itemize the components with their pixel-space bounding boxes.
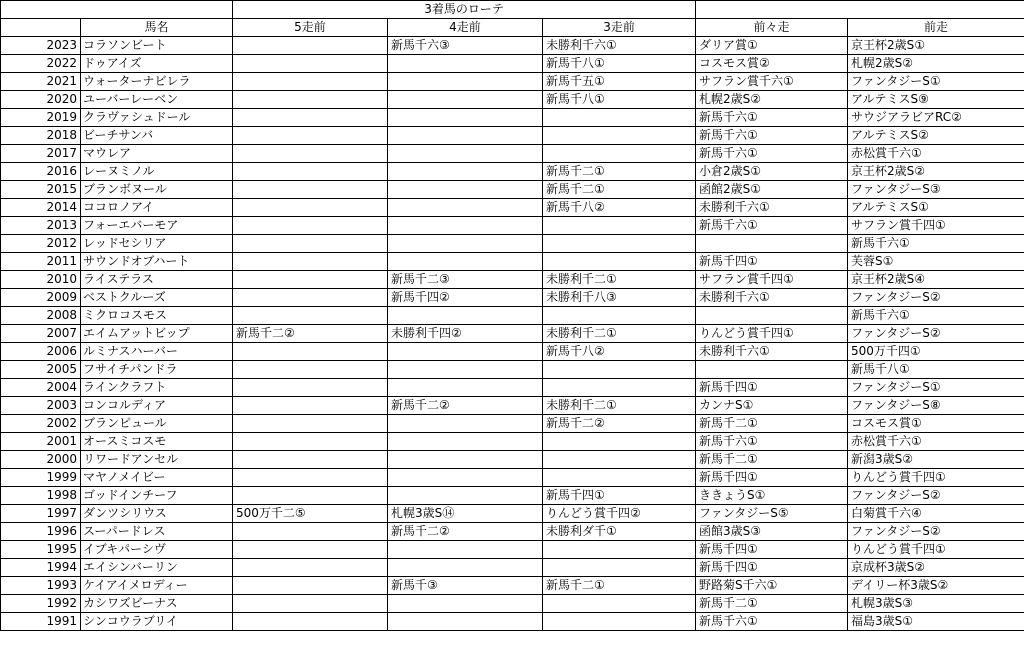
race-3-before-cell[interactable] bbox=[543, 217, 696, 235]
race-5-before-cell[interactable] bbox=[233, 127, 388, 145]
race-last-cell[interactable]: ファンタジーS② bbox=[848, 325, 1024, 343]
column-header[interactable]: 4走前 bbox=[388, 19, 543, 37]
race-4-before-cell[interactable] bbox=[388, 433, 543, 451]
race-2-before-cell[interactable]: サフラン賞千四① bbox=[696, 271, 848, 289]
race-last-cell[interactable]: 赤松賞千六① bbox=[848, 433, 1024, 451]
race-last-cell[interactable]: 芙蓉S① bbox=[848, 253, 1024, 271]
race-5-before-cell[interactable] bbox=[233, 487, 388, 505]
year-cell[interactable]: 2020 bbox=[1, 91, 81, 109]
race-2-before-cell[interactable]: 野路菊S千六① bbox=[696, 577, 848, 595]
race-3-before-cell[interactable] bbox=[543, 613, 696, 631]
race-4-before-cell[interactable] bbox=[388, 469, 543, 487]
race-3-before-cell[interactable]: 新馬千二① bbox=[543, 163, 696, 181]
race-5-before-cell[interactable] bbox=[233, 415, 388, 433]
race-3-before-cell[interactable]: 新馬千二② bbox=[543, 415, 696, 433]
year-cell[interactable]: 2002 bbox=[1, 415, 81, 433]
race-3-before-cell[interactable]: 未勝利ダ千① bbox=[543, 523, 696, 541]
race-3-before-cell[interactable] bbox=[543, 433, 696, 451]
race-3-before-cell[interactable]: りんどう賞千四② bbox=[543, 505, 696, 523]
horse-name-cell[interactable]: コラソンビート bbox=[81, 37, 233, 55]
table-row bbox=[1, 163, 1024, 181]
table-row bbox=[1, 559, 1024, 577]
table-row bbox=[1, 145, 1024, 163]
horse-name-cell[interactable]: ラインクラフト bbox=[81, 379, 233, 397]
race-3-before-cell[interactable] bbox=[543, 109, 696, 127]
horse-name-cell[interactable]: サウンドオブハート bbox=[81, 253, 233, 271]
horse-name-cell[interactable]: レーヌミノル bbox=[81, 163, 233, 181]
race-4-before-cell[interactable] bbox=[388, 199, 543, 217]
race-5-before-cell[interactable] bbox=[233, 577, 388, 595]
race-last-cell[interactable]: 京王杯2歳S② bbox=[848, 163, 1024, 181]
race-4-before-cell[interactable] bbox=[388, 55, 543, 73]
horse-name-cell[interactable]: カシワズビーナス bbox=[81, 595, 233, 613]
race-last-cell[interactable]: 新潟3歳S② bbox=[848, 451, 1024, 469]
horse-name-cell[interactable]: レッドセシリア bbox=[81, 235, 233, 253]
race-2-before-cell[interactable]: 新馬千二① bbox=[696, 451, 848, 469]
race-3-before-cell[interactable] bbox=[543, 235, 696, 253]
table-row bbox=[1, 181, 1024, 199]
race-2-before-cell[interactable]: 新馬千六① bbox=[696, 217, 848, 235]
race-5-before-cell[interactable] bbox=[233, 613, 388, 631]
race-2-before-cell[interactable]: ファンタジーS⑤ bbox=[696, 505, 848, 523]
table-row bbox=[1, 523, 1024, 541]
race-5-before-cell[interactable] bbox=[233, 433, 388, 451]
race-last-cell[interactable]: サウジアラビアRC② bbox=[848, 109, 1024, 127]
year-cell[interactable]: 1991 bbox=[1, 613, 81, 631]
horse-name-cell[interactable]: ドゥアイズ bbox=[81, 55, 233, 73]
race-5-before-cell[interactable] bbox=[233, 451, 388, 469]
horse-name-cell[interactable]: フォーエバーモア bbox=[81, 217, 233, 235]
year-cell[interactable]: 1992 bbox=[1, 595, 81, 613]
race-last-cell[interactable]: 500万千四① bbox=[848, 343, 1024, 361]
race-3-before-cell[interactable] bbox=[543, 307, 696, 325]
table-row bbox=[1, 361, 1024, 379]
race-2-before-cell[interactable]: 函館2歳S① bbox=[696, 181, 848, 199]
race-2-before-cell[interactable]: 未勝利千六① bbox=[696, 199, 848, 217]
race-5-before-cell[interactable] bbox=[233, 343, 388, 361]
title-row bbox=[1, 1, 1024, 19]
race-5-before-cell[interactable] bbox=[233, 361, 388, 379]
race-4-before-cell[interactable] bbox=[388, 541, 543, 559]
race-4-before-cell[interactable]: 未勝利千四② bbox=[388, 325, 543, 343]
table-row bbox=[1, 379, 1024, 397]
race-4-before-cell[interactable]: 新馬千六③ bbox=[388, 37, 543, 55]
race-5-before-cell[interactable] bbox=[233, 469, 388, 487]
race-4-before-cell[interactable] bbox=[388, 487, 543, 505]
blank-cell[interactable] bbox=[696, 1, 1024, 19]
horse-name-cell[interactable]: ビーチサンバ bbox=[81, 127, 233, 145]
race-2-before-cell[interactable]: 未勝利千六① bbox=[696, 343, 848, 361]
race-5-before-cell[interactable] bbox=[233, 523, 388, 541]
race-3-before-cell[interactable] bbox=[543, 145, 696, 163]
race-last-cell[interactable]: ファンタジーS② bbox=[848, 289, 1024, 307]
race-4-before-cell[interactable]: 新馬千二② bbox=[388, 523, 543, 541]
race-2-before-cell[interactable]: コスモス賞② bbox=[696, 55, 848, 73]
year-cell[interactable]: 2012 bbox=[1, 235, 81, 253]
column-header[interactable]: 前々走 bbox=[696, 19, 848, 37]
year-cell[interactable]: 2017 bbox=[1, 145, 81, 163]
race-5-before-cell[interactable] bbox=[233, 37, 388, 55]
horse-name-cell[interactable]: リワードアンセル bbox=[81, 451, 233, 469]
column-header[interactable]: 5走前 bbox=[233, 19, 388, 37]
race-4-before-cell[interactable]: 新馬千四② bbox=[388, 289, 543, 307]
table-row bbox=[1, 289, 1024, 307]
table-body bbox=[1, 37, 1024, 631]
horse-name-cell[interactable]: ルミナスハーバー bbox=[81, 343, 233, 361]
horse-name-cell[interactable]: マヤノメイビー bbox=[81, 469, 233, 487]
horse-name-cell[interactable]: ベストクルーズ bbox=[81, 289, 233, 307]
year-cell[interactable]: 1998 bbox=[1, 487, 81, 505]
race-3-before-cell[interactable]: 未勝利千二① bbox=[543, 325, 696, 343]
table-row bbox=[1, 109, 1024, 127]
race-2-before-cell[interactable]: 札幌2歳S② bbox=[696, 91, 848, 109]
race-last-cell[interactable]: 札幌3歳S③ bbox=[848, 595, 1024, 613]
race-3-before-cell[interactable] bbox=[543, 451, 696, 469]
race-4-before-cell[interactable]: 新馬千③ bbox=[388, 577, 543, 595]
race-4-before-cell[interactable] bbox=[388, 451, 543, 469]
table-row bbox=[1, 577, 1024, 595]
race-last-cell[interactable]: アルテミスS⑨ bbox=[848, 91, 1024, 109]
race-5-before-cell[interactable] bbox=[233, 199, 388, 217]
table-row bbox=[1, 541, 1024, 559]
race-last-cell[interactable]: アルテミスS② bbox=[848, 127, 1024, 145]
horse-name-cell[interactable]: フサイチパンドラ bbox=[81, 361, 233, 379]
race-5-before-cell[interactable] bbox=[233, 541, 388, 559]
race-5-before-cell[interactable] bbox=[233, 181, 388, 199]
blank-cell[interactable] bbox=[1, 1, 233, 19]
race-5-before-cell[interactable] bbox=[233, 253, 388, 271]
race-2-before-cell[interactable]: 小倉2歳S① bbox=[696, 163, 848, 181]
race-3-before-cell[interactable] bbox=[543, 469, 696, 487]
horse-name-cell[interactable]: ゴッドインチーフ bbox=[81, 487, 233, 505]
race-2-before-cell[interactable]: 新馬千六① bbox=[696, 145, 848, 163]
year-cell[interactable]: 2004 bbox=[1, 379, 81, 397]
race-last-cell[interactable]: 京王杯2歳S④ bbox=[848, 271, 1024, 289]
year-cell[interactable]: 1997 bbox=[1, 505, 81, 523]
sheet-title[interactable]: 3着馬のローテ bbox=[233, 1, 696, 19]
year-cell[interactable]: 2018 bbox=[1, 127, 81, 145]
race-3-before-cell[interactable]: 未勝利千八③ bbox=[543, 289, 696, 307]
table-row bbox=[1, 397, 1024, 415]
race-4-before-cell[interactable] bbox=[388, 145, 543, 163]
year-cell[interactable]: 1996 bbox=[1, 523, 81, 541]
race-2-before-cell[interactable]: 新馬千二① bbox=[696, 595, 848, 613]
race-2-before-cell[interactable]: 新馬千四① bbox=[696, 379, 848, 397]
year-cell[interactable]: 1999 bbox=[1, 469, 81, 487]
race-last-cell[interactable]: 札幌2歳S② bbox=[848, 55, 1024, 73]
year-cell[interactable]: 2016 bbox=[1, 163, 81, 181]
race-last-cell[interactable]: 京成杯3歳S② bbox=[848, 559, 1024, 577]
race-last-cell[interactable]: ファンタジーS⑧ bbox=[848, 397, 1024, 415]
table-row bbox=[1, 505, 1024, 523]
race-last-cell[interactable]: 京王杯2歳S① bbox=[848, 37, 1024, 55]
table-row bbox=[1, 127, 1024, 145]
race-2-before-cell[interactable]: サフラン賞千六① bbox=[696, 73, 848, 91]
race-5-before-cell[interactable] bbox=[233, 307, 388, 325]
race-3-before-cell[interactable]: 新馬千五① bbox=[543, 73, 696, 91]
horse-name-cell[interactable]: ブランボヌール bbox=[81, 181, 233, 199]
horse-name-cell[interactable]: ライステラス bbox=[81, 271, 233, 289]
race-last-cell[interactable]: ファンタジーS① bbox=[848, 73, 1024, 91]
year-cell[interactable]: 2022 bbox=[1, 55, 81, 73]
race-5-before-cell[interactable] bbox=[233, 145, 388, 163]
year-cell[interactable]: 1993 bbox=[1, 577, 81, 595]
race-5-before-cell[interactable] bbox=[233, 379, 388, 397]
race-4-before-cell[interactable]: 札幌3歳S⑭ bbox=[388, 505, 543, 523]
horse-name-cell[interactable]: マウレア bbox=[81, 145, 233, 163]
column-header[interactable]: 馬名 bbox=[81, 19, 233, 37]
column-header[interactable] bbox=[1, 19, 81, 37]
horse-name-cell[interactable]: ココロノアイ bbox=[81, 199, 233, 217]
race-4-before-cell[interactable] bbox=[388, 73, 543, 91]
column-header[interactable]: 3走前 bbox=[543, 19, 696, 37]
race-3-before-cell[interactable] bbox=[543, 595, 696, 613]
year-cell[interactable]: 2006 bbox=[1, 343, 81, 361]
race-3-before-cell[interactable]: 未勝利千六① bbox=[543, 37, 696, 55]
race-last-cell[interactable]: 新馬千六① bbox=[848, 307, 1024, 325]
horse-name-cell[interactable]: スーパードレス bbox=[81, 523, 233, 541]
race-5-before-cell[interactable] bbox=[233, 73, 388, 91]
table-row bbox=[1, 253, 1024, 271]
table-row bbox=[1, 235, 1024, 253]
race-3-before-cell[interactable]: 未勝利千二① bbox=[543, 397, 696, 415]
race-3-before-cell[interactable] bbox=[543, 541, 696, 559]
horse-name-cell[interactable]: シンコウラブリイ bbox=[81, 613, 233, 631]
race-4-before-cell[interactable] bbox=[388, 109, 543, 127]
race-last-cell[interactable]: ファンタジーS③ bbox=[848, 181, 1024, 199]
race-2-before-cell[interactable]: ダリア賞① bbox=[696, 37, 848, 55]
table-row bbox=[1, 307, 1024, 325]
race-3-before-cell[interactable]: 新馬千八① bbox=[543, 55, 696, 73]
race-5-before-cell[interactable] bbox=[233, 163, 388, 181]
race-4-before-cell[interactable] bbox=[388, 307, 543, 325]
race-2-before-cell[interactable]: 新馬千六① bbox=[696, 109, 848, 127]
race-3-before-cell[interactable]: 新馬千八② bbox=[543, 343, 696, 361]
race-5-before-cell[interactable] bbox=[233, 235, 388, 253]
race-4-before-cell[interactable]: 新馬千二② bbox=[388, 397, 543, 415]
race-2-before-cell[interactable]: 新馬千四① bbox=[696, 559, 848, 577]
race-2-before-cell[interactable]: カンナS① bbox=[696, 397, 848, 415]
table-row bbox=[1, 217, 1024, 235]
race-2-before-cell[interactable]: 未勝利千六① bbox=[696, 289, 848, 307]
race-5-before-cell[interactable]: 500万千二⑤ bbox=[233, 505, 388, 523]
race-3-before-cell[interactable] bbox=[543, 361, 696, 379]
race-2-before-cell[interactable] bbox=[696, 361, 848, 379]
year-cell[interactable]: 2010 bbox=[1, 271, 81, 289]
table-row bbox=[1, 91, 1024, 109]
horse-name-cell[interactable]: ブランピュール bbox=[81, 415, 233, 433]
table-row bbox=[1, 55, 1024, 73]
horse-name-cell[interactable]: ウォーターナビレラ bbox=[81, 73, 233, 91]
race-3-before-cell[interactable]: 新馬千四① bbox=[543, 487, 696, 505]
horse-name-cell[interactable]: エイムアットビップ bbox=[81, 325, 233, 343]
race-4-before-cell[interactable]: 新馬千二③ bbox=[388, 271, 543, 289]
year-cell[interactable]: 1995 bbox=[1, 541, 81, 559]
race-last-cell[interactable]: 新馬千六① bbox=[848, 235, 1024, 253]
race-4-before-cell[interactable] bbox=[388, 127, 543, 145]
race-3-before-cell[interactable]: 未勝利千二① bbox=[543, 271, 696, 289]
race-4-before-cell[interactable] bbox=[388, 235, 543, 253]
table-row bbox=[1, 37, 1024, 55]
table-row bbox=[1, 199, 1024, 217]
race-2-before-cell[interactable]: 新馬千四① bbox=[696, 253, 848, 271]
race-4-before-cell[interactable] bbox=[388, 415, 543, 433]
race-last-cell[interactable]: ファンタジーS② bbox=[848, 487, 1024, 505]
race-last-cell[interactable]: りんどう賞千四① bbox=[848, 469, 1024, 487]
race-4-before-cell[interactable] bbox=[388, 361, 543, 379]
race-2-before-cell[interactable] bbox=[696, 307, 848, 325]
race-5-before-cell[interactable] bbox=[233, 289, 388, 307]
race-last-cell[interactable]: 福島3歳S① bbox=[848, 613, 1024, 631]
race-2-before-cell[interactable]: 新馬千四① bbox=[696, 469, 848, 487]
race-4-before-cell[interactable] bbox=[388, 613, 543, 631]
table-row bbox=[1, 613, 1024, 631]
table-row bbox=[1, 487, 1024, 505]
race-2-before-cell[interactable]: 新馬千二① bbox=[696, 415, 848, 433]
horse-name-cell[interactable]: オースミコスモ bbox=[81, 433, 233, 451]
horse-name-cell[interactable]: エイシンバーリン bbox=[81, 559, 233, 577]
year-cell[interactable]: 2014 bbox=[1, 199, 81, 217]
year-cell[interactable]: 2009 bbox=[1, 289, 81, 307]
year-cell[interactable]: 2013 bbox=[1, 217, 81, 235]
race-3-before-cell[interactable] bbox=[543, 559, 696, 577]
race-2-before-cell[interactable]: 新馬千六① bbox=[696, 613, 848, 631]
table-row bbox=[1, 451, 1024, 469]
race-5-before-cell[interactable]: 新馬千二② bbox=[233, 325, 388, 343]
year-cell[interactable]: 2019 bbox=[1, 109, 81, 127]
race-2-before-cell[interactable]: 新馬千六① bbox=[696, 433, 848, 451]
race-2-before-cell[interactable] bbox=[696, 235, 848, 253]
race-2-before-cell[interactable]: ききょうS① bbox=[696, 487, 848, 505]
race-last-cell[interactable]: サフラン賞千四① bbox=[848, 217, 1024, 235]
race-4-before-cell[interactable] bbox=[388, 559, 543, 577]
year-cell[interactable]: 2003 bbox=[1, 397, 81, 415]
race-3-before-cell[interactable] bbox=[543, 379, 696, 397]
race-4-before-cell[interactable] bbox=[388, 343, 543, 361]
year-cell[interactable]: 2015 bbox=[1, 181, 81, 199]
table-row bbox=[1, 73, 1024, 91]
race-last-cell[interactable]: 新馬千八① bbox=[848, 361, 1024, 379]
race-4-before-cell[interactable] bbox=[388, 253, 543, 271]
race-5-before-cell[interactable] bbox=[233, 217, 388, 235]
race-3-before-cell[interactable]: 新馬千八① bbox=[543, 91, 696, 109]
race-5-before-cell[interactable] bbox=[233, 109, 388, 127]
table-row bbox=[1, 271, 1024, 289]
race-last-cell[interactable]: コスモス賞① bbox=[848, 415, 1024, 433]
race-last-cell[interactable]: アルテミスS① bbox=[848, 199, 1024, 217]
horse-name-cell[interactable]: クラヴァシュドール bbox=[81, 109, 233, 127]
race-4-before-cell[interactable] bbox=[388, 181, 543, 199]
year-cell[interactable]: 2011 bbox=[1, 253, 81, 271]
year-cell[interactable]: 2000 bbox=[1, 451, 81, 469]
column-header[interactable]: 前走 bbox=[848, 19, 1024, 37]
horse-name-cell[interactable]: ミクロコスモス bbox=[81, 307, 233, 325]
horse-name-cell[interactable]: コンコルディア bbox=[81, 397, 233, 415]
race-2-before-cell[interactable]: 函館3歳S③ bbox=[696, 523, 848, 541]
table-row bbox=[1, 433, 1024, 451]
year-cell[interactable]: 2008 bbox=[1, 307, 81, 325]
race-2-before-cell[interactable]: 新馬千六① bbox=[696, 127, 848, 145]
horse-name-cell[interactable]: ケイアイメロディー bbox=[81, 577, 233, 595]
race-3-before-cell[interactable] bbox=[543, 127, 696, 145]
race-last-cell[interactable]: 赤松賞千六① bbox=[848, 145, 1024, 163]
race-5-before-cell[interactable] bbox=[233, 397, 388, 415]
header-row bbox=[1, 19, 1024, 37]
race-4-before-cell[interactable] bbox=[388, 91, 543, 109]
year-cell[interactable]: 2001 bbox=[1, 433, 81, 451]
race-last-cell[interactable]: デイリー杯3歳S② bbox=[848, 577, 1024, 595]
table-row bbox=[1, 415, 1024, 433]
race-5-before-cell[interactable] bbox=[233, 271, 388, 289]
horse-name-cell[interactable]: ユーバーレーベン bbox=[81, 91, 233, 109]
race-4-before-cell[interactable] bbox=[388, 379, 543, 397]
year-cell[interactable]: 2023 bbox=[1, 37, 81, 55]
race-last-cell[interactable]: 白菊賞千六④ bbox=[848, 505, 1024, 523]
race-3-before-cell[interactable]: 新馬千二① bbox=[543, 577, 696, 595]
race-last-cell[interactable]: ファンタジーS② bbox=[848, 523, 1024, 541]
horse-name-cell[interactable]: イブキパーシヴ bbox=[81, 541, 233, 559]
race-5-before-cell[interactable] bbox=[233, 55, 388, 73]
year-cell[interactable]: 2007 bbox=[1, 325, 81, 343]
race-3-before-cell[interactable] bbox=[543, 253, 696, 271]
year-cell[interactable]: 1994 bbox=[1, 559, 81, 577]
race-5-before-cell[interactable] bbox=[233, 595, 388, 613]
race-4-before-cell[interactable] bbox=[388, 217, 543, 235]
race-5-before-cell[interactable] bbox=[233, 91, 388, 109]
table-row bbox=[1, 595, 1024, 613]
race-last-cell[interactable]: ファンタジーS① bbox=[848, 379, 1024, 397]
race-4-before-cell[interactable] bbox=[388, 163, 543, 181]
race-5-before-cell[interactable] bbox=[233, 559, 388, 577]
table-row bbox=[1, 325, 1024, 343]
horse-name-cell[interactable]: ダンツシリウス bbox=[81, 505, 233, 523]
year-cell[interactable]: 2005 bbox=[1, 361, 81, 379]
race-3-before-cell[interactable]: 新馬千二① bbox=[543, 181, 696, 199]
year-cell[interactable]: 2021 bbox=[1, 73, 81, 91]
race-last-cell[interactable]: りんどう賞千四① bbox=[848, 541, 1024, 559]
race-4-before-cell[interactable] bbox=[388, 595, 543, 613]
race-3-before-cell[interactable]: 新馬千八② bbox=[543, 199, 696, 217]
table-row bbox=[1, 343, 1024, 361]
table-row bbox=[1, 469, 1024, 487]
race-2-before-cell[interactable]: 新馬千四① bbox=[696, 541, 848, 559]
race-2-before-cell[interactable]: りんどう賞千四① bbox=[696, 325, 848, 343]
